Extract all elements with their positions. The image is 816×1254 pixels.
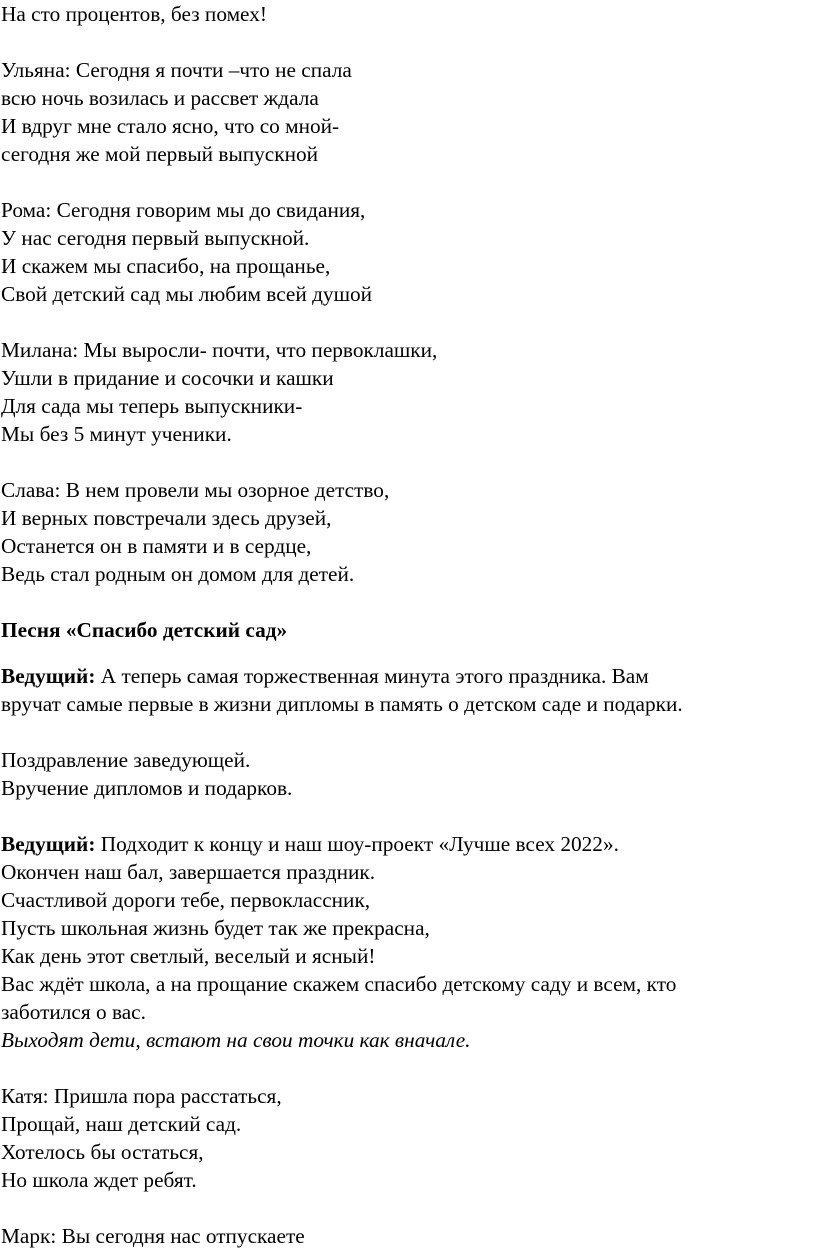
speaker-label: Ведущий: <box>1 832 96 856</box>
text-line: Вас ждёт школа, а на прощание скажем спасибо детскому саду и всем, кто <box>1 972 677 996</box>
text-line: Хотелось бы остаться, <box>1 1140 204 1164</box>
stage-direction: Выходят дети, встают на свои точки как вначале. <box>1 1028 471 1052</box>
text-line: И верных повстречали здесь друзей, <box>1 506 332 530</box>
text-line: Пусть школьная жизнь будет так же прекрасна, <box>1 916 430 940</box>
text-line: всю ночь возилась и рассвет ждала <box>1 86 319 110</box>
text-line <box>1 830 619 858</box>
text-line: На сто процентов, без помех! <box>1 2 267 26</box>
text-line: Ушли в придание и сосочки и кашки <box>1 366 334 390</box>
text-line: И скажем мы спасибо, на прощанье, <box>1 254 331 278</box>
text-line: Но школа ждет ребят. <box>1 1168 197 1192</box>
text-line: Ульяна: Сегодня я почти –что не спала <box>1 58 352 82</box>
text-line: Слава: В нем провели мы озорное детство, <box>1 478 390 502</box>
speaker-label: Ведущий: <box>1 664 96 688</box>
text-line: Катя: Пришла пора расстаться, <box>1 1084 282 1108</box>
speaker-text: Подходит к концу и наш шоу-проект «Лучше всех 2022». <box>95 832 619 856</box>
text-line: Останется он в памяти и в сердце, <box>1 534 312 558</box>
text-line: Марк: Вы сегодня нас отпускаете <box>1 1224 305 1248</box>
text-line: сегодня же мой первый выпускной <box>1 142 319 166</box>
text-line: Рома: Сегодня говорим мы до свидания, <box>1 198 366 222</box>
song-heading: Песня «Спасибо детский сад» <box>1 618 288 642</box>
text-line: Как день этот светлый, веселый и ясный! <box>1 944 376 968</box>
text-line: Мы без 5 минут ученики. <box>1 422 232 446</box>
text-line: Вручение дипломов и подарков. <box>1 776 293 800</box>
text-line <box>1 662 649 690</box>
text-line: И вдруг мне стало ясно, что со мной- <box>1 114 340 138</box>
text-line: У нас сегодня первый выпускной. <box>1 226 310 250</box>
text-line: Милана: Мы выросли- почти, что первоклашки, <box>1 338 438 362</box>
text-line: Для сада мы теперь выпускники- <box>1 394 303 418</box>
text-line: Ведь стал родным он домом для детей. <box>1 562 355 586</box>
text-line: Поздравление заведующей. <box>1 748 251 772</box>
speaker-text: А теперь самая торжественная минута этого праздника. Вам <box>95 664 649 688</box>
text-line: заботился о вас. <box>1 1000 146 1024</box>
text-line: Свой детский сад мы любим всей душой <box>1 282 373 306</box>
text-line: Прощай, наш детский сад. <box>1 1112 242 1136</box>
text-line: Счастливой дороги тебе, первоклассник, <box>1 888 371 912</box>
text-line: вручат самые первые в жизни дипломы в память о детском саде и подарки. <box>1 692 683 716</box>
text-line: Окончен наш бал, завершается праздник. <box>1 860 376 884</box>
